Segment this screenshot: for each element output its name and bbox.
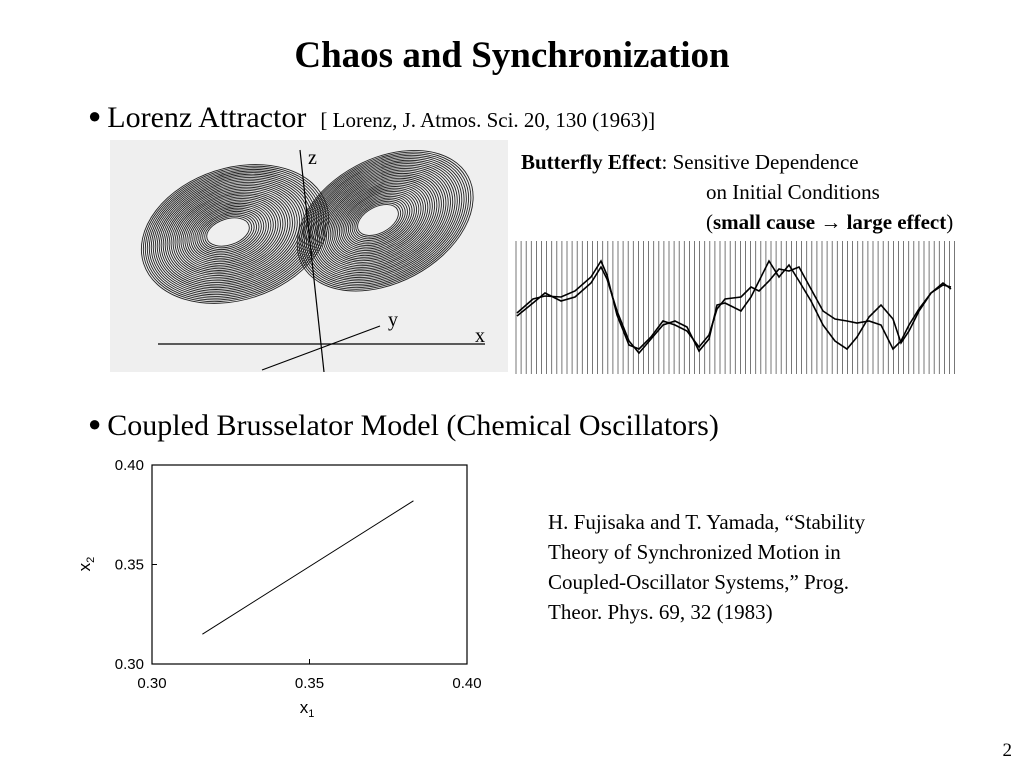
x-tick-label: 0.30 [137,675,167,692]
y-axis-label: y [388,309,398,331]
z-axis-label: z [308,147,317,169]
bullet-dot: ● [88,103,102,128]
x-tick-label: 0.35 [294,675,325,692]
paren-open: ( [706,210,713,234]
y-axis [262,326,380,370]
bullet-brusselator [88,406,719,444]
bullet-dot: ● [88,411,102,436]
slide-title: Chaos and Synchronization [294,35,730,76]
butterfly-term: Butterfly Effect [521,150,662,174]
brusselator-heading: Coupled Brusselator Model (Chemical Oscillators) [107,409,719,442]
y-tick-label: 0.35 [114,556,144,574]
x-axis-label: $x_1$ [299,698,315,720]
citation-line-2: Theory of Synchronized Motion in [548,540,841,564]
x-axis-label: x [475,325,485,347]
butterfly-definition: : Sensitive Dependence [661,150,859,174]
synchronization-chart [60,450,500,730]
lorenz-attractor-figure [110,140,508,372]
citation-line-4: Theor. Phys. 69, 32 (1983) [548,600,773,624]
plot-frame [152,465,467,664]
lorenz-attractor-graphic [110,140,508,372]
small-cause-large-effect: small cause → large effect [713,210,947,234]
citation-line-3: Coupled-Oscillator Systems,” Prog. [548,570,849,594]
y-tick-label: 0.40 [114,457,144,474]
citation-reference [548,507,968,627]
butterfly-line-2: on Initial Conditions [706,180,880,204]
bullet-lorenz [88,98,655,138]
butterfly-time-series-figure [513,241,955,374]
paren-close: ) [946,210,954,234]
lorenz-reference: [ Lorenz, J. Atmos. Sci. 20, 130 (1963)] [320,108,656,132]
butterfly-line-3 [521,207,953,237]
attractor-orbit [176,189,284,276]
attractor-orbit [145,161,321,306]
y-axis-label: $x_2$ [75,556,97,572]
page-number: 2 [1002,740,1012,761]
x-tick-label: 0.40 [452,675,482,692]
butterfly-line-1 [521,147,953,177]
attractor-orbit [143,159,324,308]
attractor-orbit [273,140,497,320]
time-series-graphic [513,241,955,374]
butterfly-effect-text [521,147,953,237]
citation-line-1: H. Fujisaka and T. Yamada, “Stability [548,510,866,534]
series-line [202,501,413,634]
attractor-orbit [290,140,477,303]
chart-svg [60,450,500,730]
y-tick-label: 0.30 [114,656,144,673]
lorenz-heading: Lorenz Attractor [107,101,307,134]
